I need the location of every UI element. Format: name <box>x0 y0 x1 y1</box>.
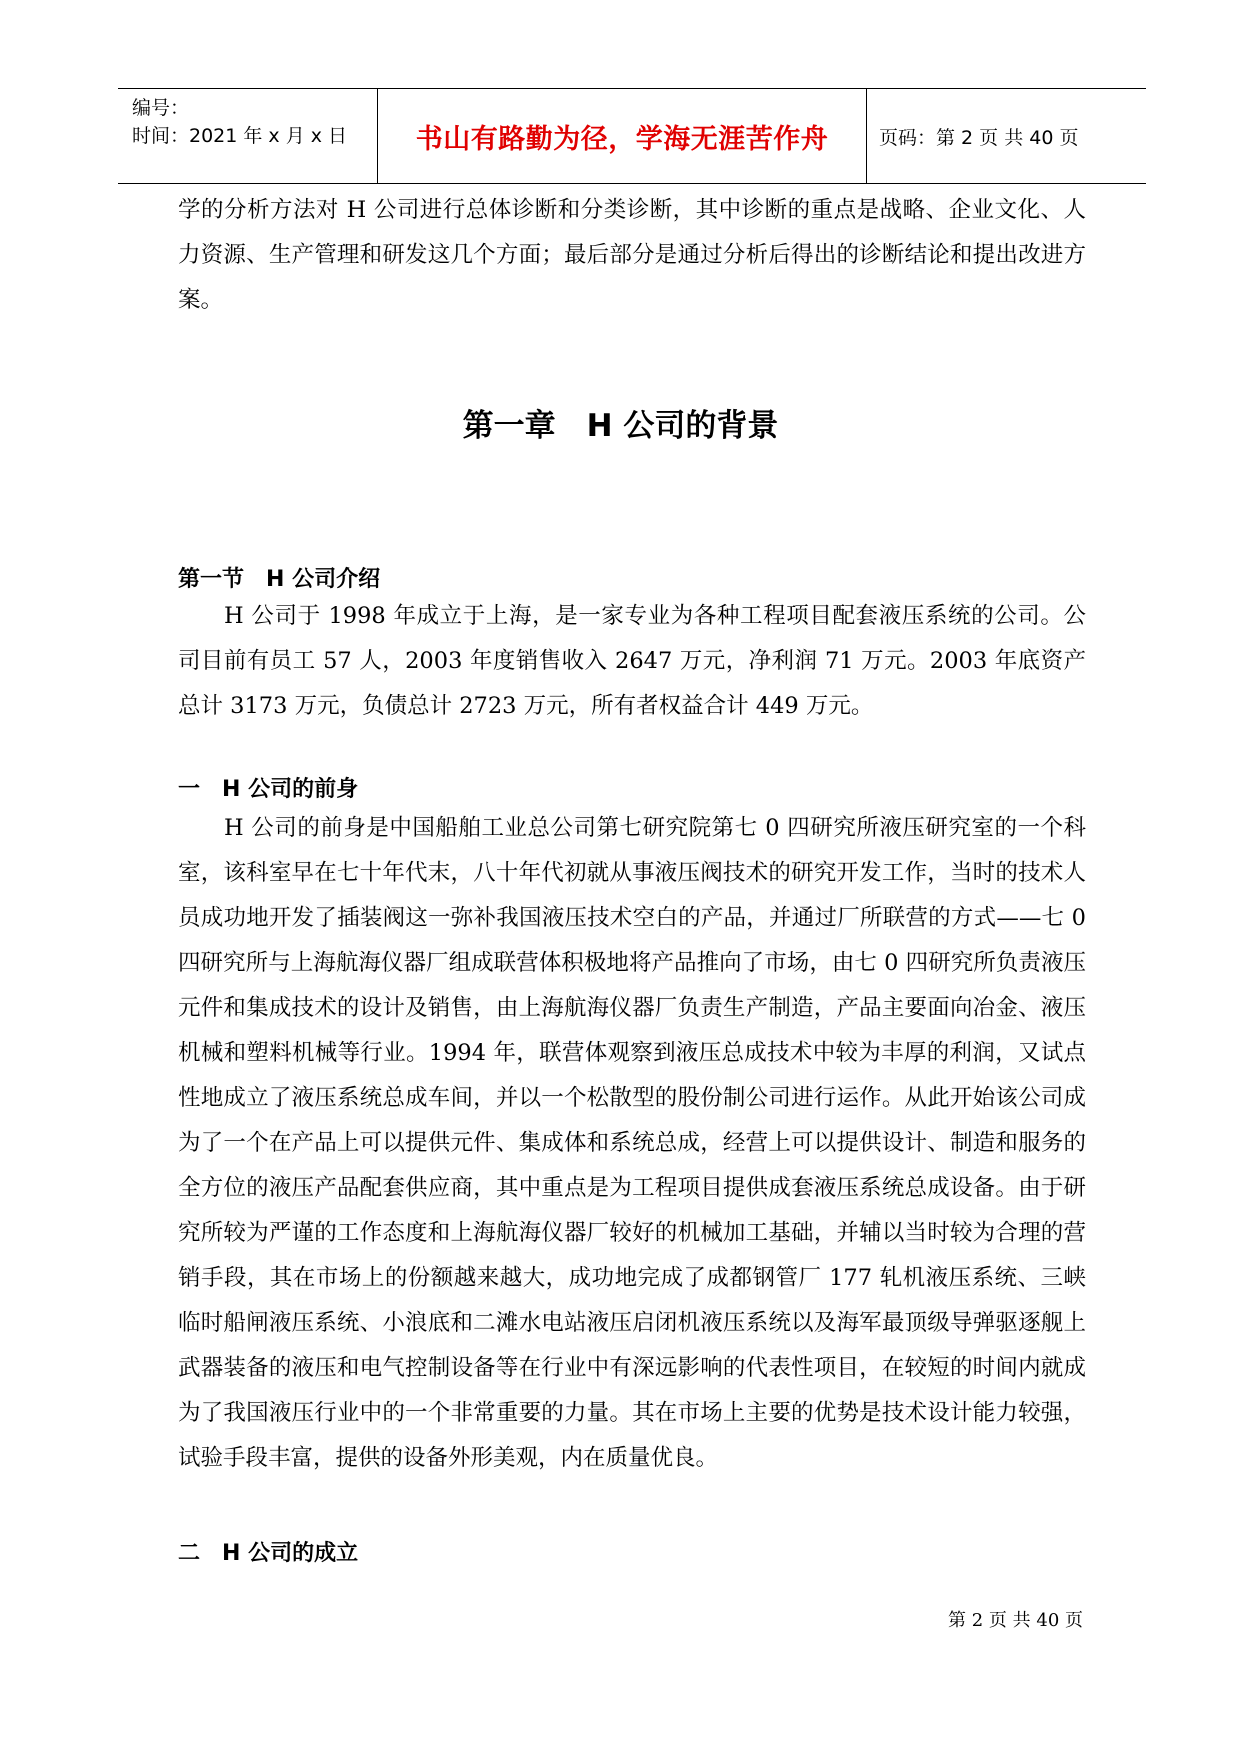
document-time-label: 时间：2021 年 x 月 x 日 <box>132 125 348 147</box>
header-motto: 书山有路勤为径，学海无涯苦作舟 <box>415 123 829 155</box>
page-footer: 第 2 页 共 40 页 <box>948 1610 1083 1631</box>
intro-paragraph: 学的分析方法对 H 公司进行总体诊断和分类诊断，其中诊断的重点是战略、企业文化、人力资源、生产管理和研发这几个方面；最后部分是通过分析后得出的诊断结论和提出改进方案。 <box>178 197 1086 313</box>
header-page-number: 页码：第 2 页 共 40 页 <box>879 126 1079 149</box>
intro-block <box>178 188 1086 323</box>
document-number-label: 编号： <box>132 97 190 119</box>
header-page-cell <box>867 89 1146 183</box>
section-title: 第一节 H 公司介绍 <box>178 567 381 592</box>
section-body <box>178 594 1086 729</box>
subsection-title-2: 二 H 公司的成立 <box>178 1541 359 1566</box>
subsection-title: 一 H 公司的前身 <box>178 777 359 802</box>
subsection-body <box>178 806 1086 1481</box>
subsection-paragraph: H 公司的前身是中国船舶工业总公司第七研究院第七 0 四研究所液压研究室的一个科室，该科室早在七十年代末，八十年代初就从事液压阀技术的研究开发工作，当时的技术人员成功地开发了插装阀这一弥补我国液压技术空白的产品，并通过厂所联营的方式——七 0 四研究所与上海航海仪器厂组成联营体积极地将产品推向了市场，由七 0 四研究所负责液压元件和集成技术的设计及销售，由上海航海仪器厂负责生产制造，产品主要面向冶金、液压机械和塑料机械等行业。1994 年，联营体观察到液压总成技术中较为丰厚的利润，又试点性地成立了液压系统总成车间，并以一个松散型的股份制公司进行运作。从此开始该公司成为了一个在产品上可以提供元件、集成体和系统总成，经营上可以提供设计、制造和服务的全方位的液压产品配套供应商，其中重点是为工程项目提供成套液压系统总成设备。由于研究所较为严谨的工作态度和上海航海仪器厂较好的机械加工基础，并辅以当时较为合理的营销手段，其在市场上的份额越来越大，成功地完成了成都钢管厂 177 轧机液压系统、三峡临时船闸液压系统、小浪底和二滩水电站液压启闭机液压系统以及海军最顶级导弹驱逐舰上武器装备的液压和电气控制设备等在行业中有深远影响的代表性项目，在较短的时间内就成为了我国液压行业中的一个非常重要的力量。其在市场上主要的优势是技术设计能力较强，试验手段丰富，提供的设备外形美观，内在质量优良。 <box>178 815 1086 1471</box>
page-header <box>118 88 1146 184</box>
header-info-cell <box>118 89 377 183</box>
header-motto-cell <box>377 89 867 183</box>
section-paragraph: H 公司于 1998 年成立于上海，是一家专业为各种工程项目配套液压系统的公司。公司目前有员工 57 人，2003 年度销售收入 2647 万元，净利润 71 万元。2003 年底资产总计 3173 万元，负债总计 2723 万元，所有者权益合计 449 万元。 <box>178 603 1086 719</box>
chapter-title: 第一章 H 公司的背景 <box>462 408 779 444</box>
